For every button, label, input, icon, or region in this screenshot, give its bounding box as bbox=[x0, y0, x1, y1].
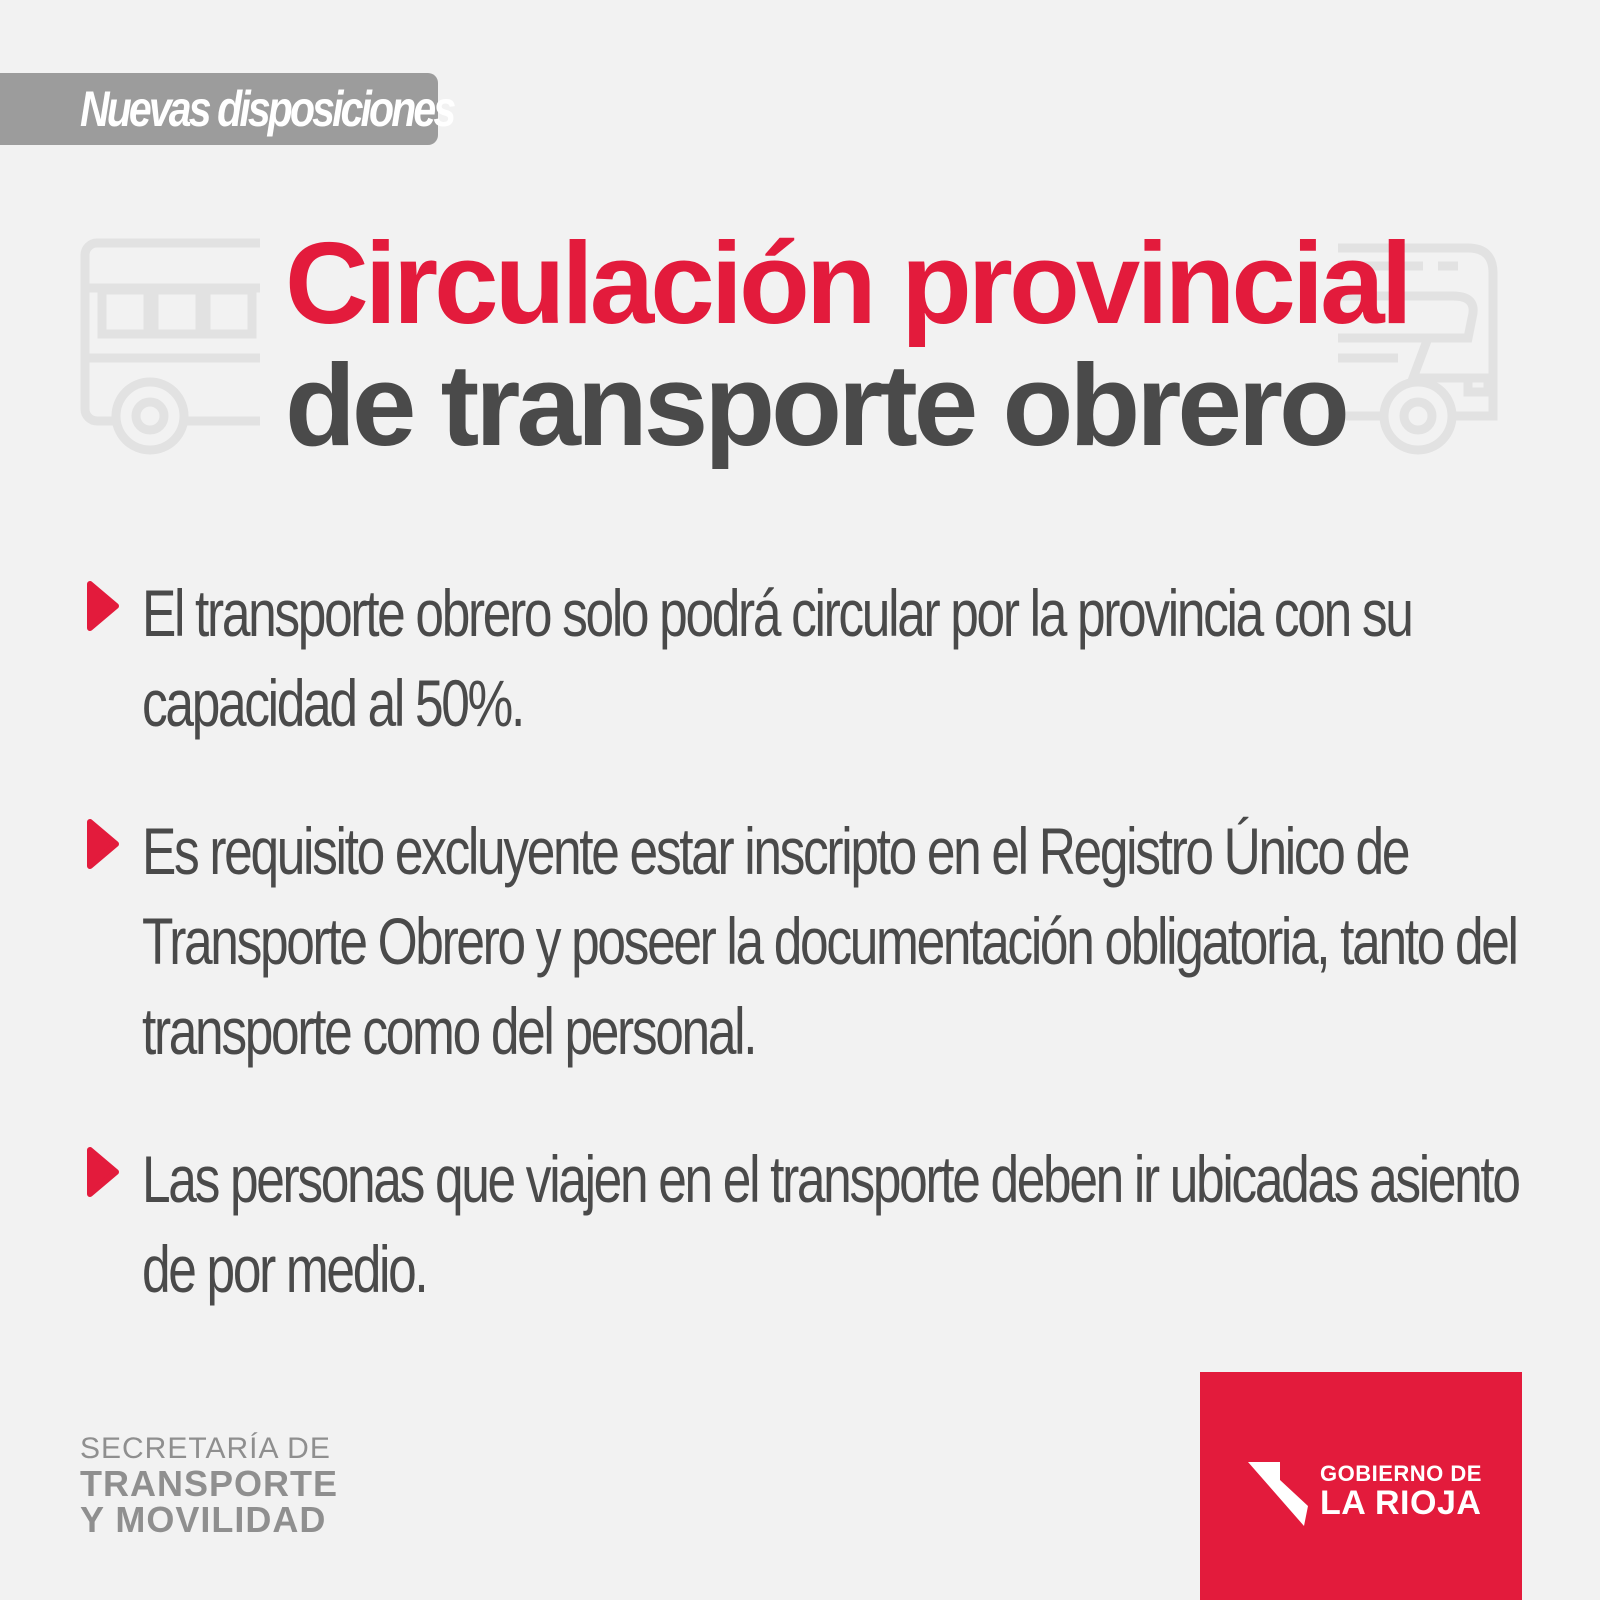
list-item-text: Es requisito excluyente estar inscripto en el Registro Único de Transporte Obrero y poseer la documentación obligatoria, tanto del transporte como del personal. bbox=[142, 814, 1517, 1068]
list-item bbox=[80, 806, 1540, 1076]
secretaria-logo bbox=[80, 1432, 338, 1538]
gobierno-logo bbox=[1200, 1372, 1522, 1600]
category-tag-label: Nuevas disposiciones bbox=[80, 81, 454, 137]
page-title bbox=[285, 218, 1409, 470]
play-triangle-icon bbox=[84, 818, 120, 870]
gobierno-text bbox=[1320, 1462, 1482, 1520]
play-triangle-icon bbox=[84, 580, 120, 632]
title-line-1: Circulación provincial bbox=[285, 218, 1409, 348]
secretaria-line-1: SECRETARÍA DE bbox=[80, 1432, 331, 1465]
gobierno-line-2: LA RIOJA bbox=[1320, 1484, 1482, 1522]
list-item-text: El transporte obrero solo podrá circular por la provincia con su capacidad al 50%. bbox=[142, 576, 1412, 740]
gobierno-line-1: GOBIERNO DE bbox=[1320, 1461, 1482, 1486]
list-item bbox=[80, 1134, 1540, 1314]
bus-icon bbox=[80, 238, 260, 460]
secretaria-line-3: Y MOVILIDAD bbox=[80, 1499, 327, 1540]
bullet-list bbox=[80, 568, 1540, 1372]
title-line-2: de transporte obrero bbox=[285, 340, 1346, 470]
list-item-text: Las personas que viajen en el transporte deben ir ubicadas asiento de por medio. bbox=[142, 1142, 1519, 1306]
list-item bbox=[80, 568, 1540, 748]
secretaria-line-2: TRANSPORTE bbox=[80, 1463, 339, 1504]
la-rioja-map-icon bbox=[1248, 1462, 1310, 1526]
category-tag bbox=[0, 73, 454, 145]
play-triangle-icon bbox=[84, 1146, 120, 1198]
